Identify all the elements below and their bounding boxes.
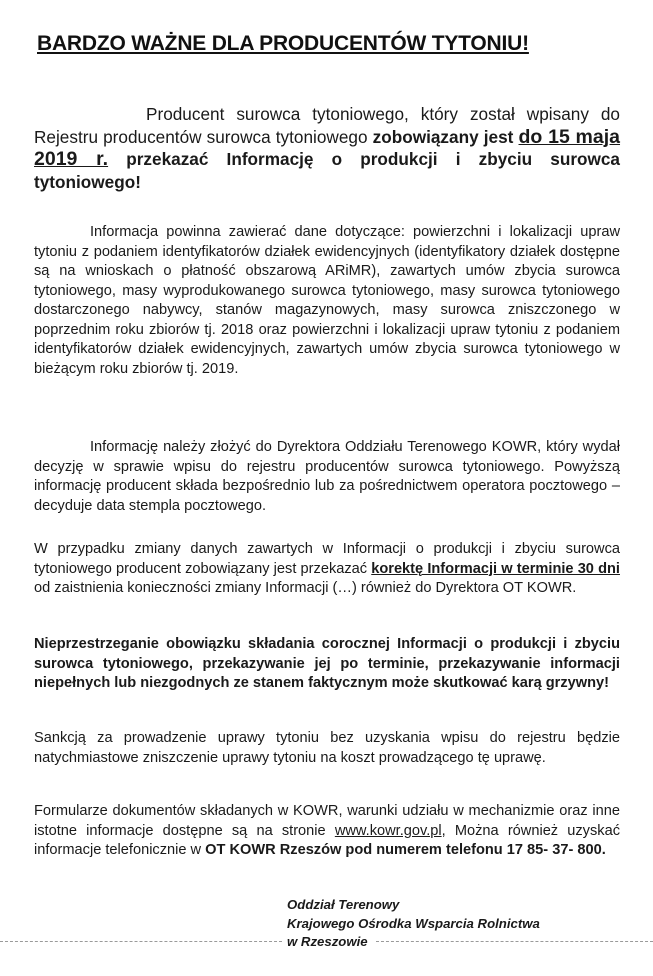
paragraph-scope-text: Informacja powinna zawierać dane dotyczące: powierzchni i lokalizacji upraw tytoniu z podaniem identyfikatorów działek ewidencyjnych (identyfikatory działek dostępne są na wnioskach o płatność obszarową ARiMR), zawartych umów zbycia surowca tytoniowego, masy wyprodukowanego surowca tytoniowego, masy surowca tytoniowego dostarczonego nabywcy, stanów magazynowych, masy surowca zniszczonego w poprzednim roku zbiorów tj. 2018 oraz powierzchni i lokalizacji upraw tytoniu z podaniem identyfikatorów działek ewidencyjnych, zawartych umów zbycia surowca tytoniowego w bieżącym roku zbiorów tj. 2019. — [34, 224, 620, 377]
intro-deadline: do 15 maja 2019 r. — [34, 125, 621, 170]
intro-text-bold: przekazać Informację o produkcji i zbyciu surowca tytoniowego! — [34, 149, 620, 192]
intro-obliged: zobowiązany jest — [372, 126, 514, 147]
signature-line-2: Krajowego Ośrodka Wsparcia Rolnictwa — [287, 915, 540, 931]
paragraph-contact — [34, 802, 620, 861]
contact-text: Formularze dokumentów składanych w KOWR, warunki udziału w mechanizmie oraz inne istotne informacje dostępne są na stronie — [34, 803, 620, 839]
paragraph-scope — [34, 223, 620, 379]
signature-line-3: w Rzeszowie — [287, 934, 368, 949]
correction-deadline: korektę Informacji w terminie 30 dni — [371, 560, 620, 577]
contact-phone: OT KOWR Rzeszów pod numerem telefonu 17 85- 37- 800. — [205, 842, 606, 858]
website-link[interactable]: www.kowr.gov.pl — [334, 822, 442, 839]
intro-paragraph — [34, 103, 620, 193]
footer-divider-left — [0, 941, 282, 942]
footer-divider-right — [376, 941, 653, 942]
correction-text: W przypadku zmiany danych zawartych w Informacji o produkcji i zbyciu surowca tytoniowego producent zobowiązany jest przekazać — [34, 541, 620, 577]
contact-text-mid: , Można również uzyskać informacje telefonicznie w — [34, 822, 620, 858]
signature-block — [287, 896, 607, 952]
paragraph-sanction: Sankcją za prowadzenie uprawy tytoniu bez uzyskania wpisu do rejestru będzie natychmiastowe zniszczenie uprawy tytoniu na koszt prowadzącego tę uprawę. — [34, 730, 620, 766]
intro-text: Producent surowca tytoniowego, który został wpisany do Rejestru producentów surowca tytoniowego — [34, 104, 620, 147]
paragraph-submission — [34, 438, 620, 516]
page-title: BARDZO WAŻNE DLA PRODUCENTÓW TYTONIU! — [37, 32, 529, 55]
signature-line-1: Oddział Terenowy — [287, 897, 400, 912]
correction-text-end: od zaistnienia konieczności zmiany Informacji (…) również do Dyrektora OT KOWR. — [34, 580, 577, 596]
paragraph-penalty: Nieprzestrzeganie obowiązku składania corocznej Informacji o produkcji i zbyciu surowca tytoniowego, przekazywanie jej po terminie, przekazywanie informacji niepełnych lub niezgodnych ze stanem faktycznym może skutkować karą grzywny! — [34, 636, 620, 691]
paragraph-correction — [34, 540, 620, 599]
paragraph-submission-text: Informację należy złożyć do Dyrektora Oddziału Terenowego KOWR, który wydał decyzję w sprawie wpisu do rejestru producentów surowca tytoniowego. Powyższą informację producent składa bezpośrednio lub za pośrednictwem operatora pocztowego – decyduje data stempla pocztowego. — [34, 439, 620, 514]
